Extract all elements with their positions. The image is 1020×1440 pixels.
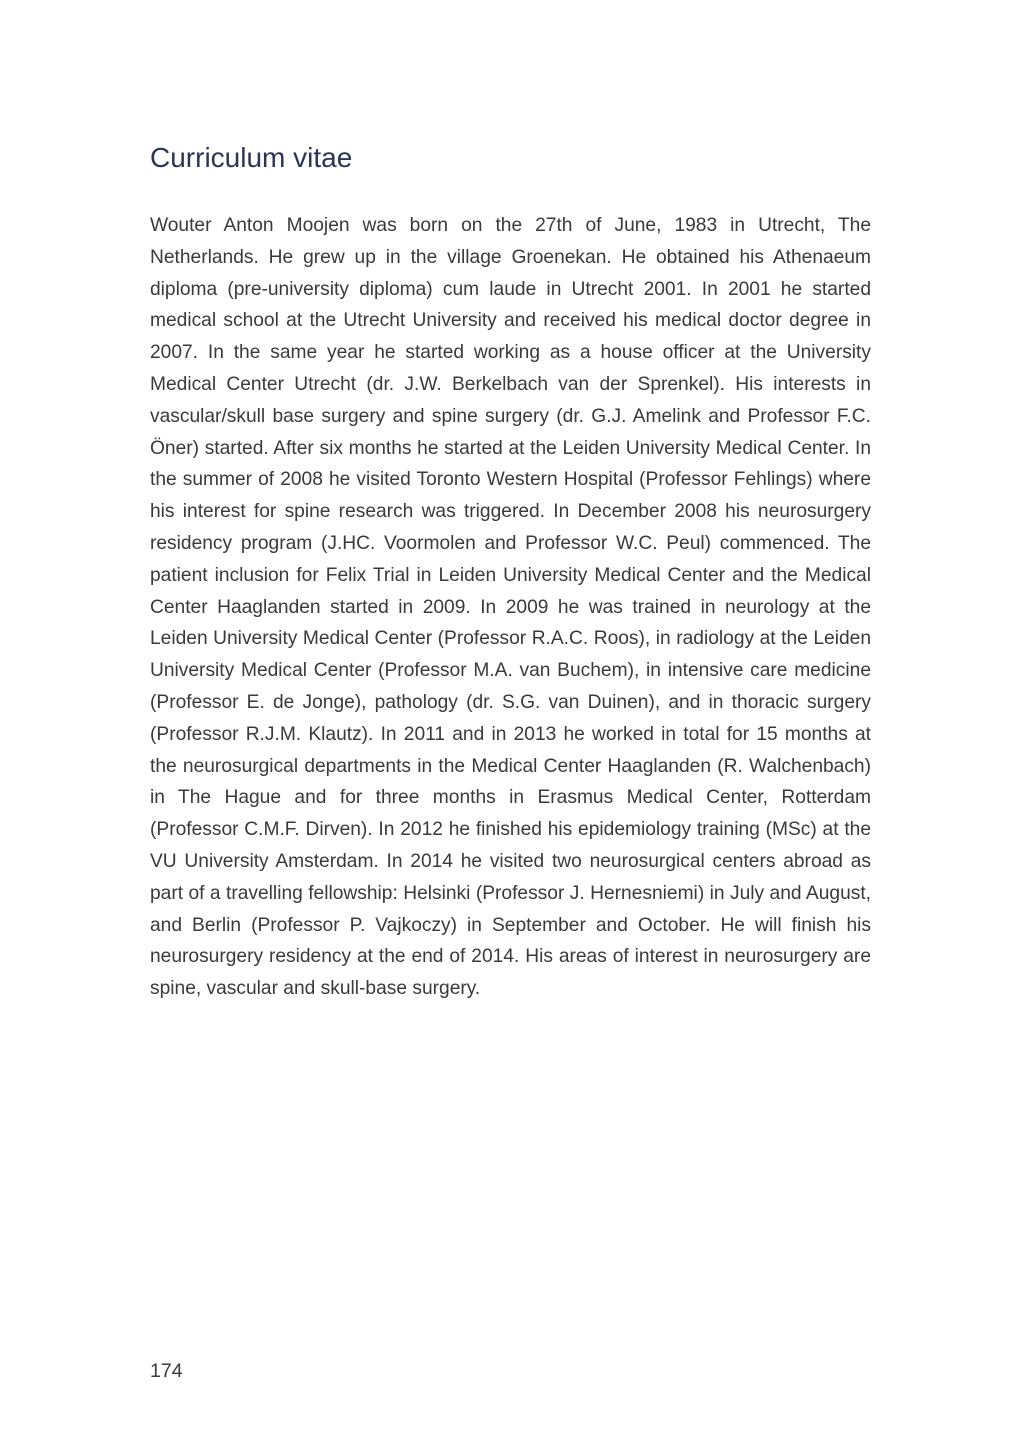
page-title: Curriculum vitae	[150, 142, 353, 173]
cv-paragraph: Wouter Anton Moojen was born on the 27th of June, 1983 in Utrecht, The Netherlands. He grew up in the village Groenekan. He obtained his Athenaeum diploma (pre-university diploma) cum laude in Utrecht 2001. In 2001 he started medical school at the Utrecht University and received his medical doctor degree in 2007. In the same year he started working as a house officer at the University Medical Center Utrecht (dr. J.W. Berkelbach van der Sprenkel). His interests in vascular/skull base surgery and spine surgery (dr. G.J. Amelink and Professor F.C. Öner) started. After six months he started at the Leiden University Medical Center. In the summer of 2008 he visited Toronto Western Hospital (Professor Fehlings) where his interest for spine research was triggered. In December 2008 his neurosurgery residency program (J.HC. Voormolen and Professor W.C. Peul) commenced. The patient inclusion for Felix Trial in Leiden University Medical Center and the Medical Center Haaglanden started in 2009. In 2009 he was trained in neurology at the Leiden University Medical Center (Professor R.A.C. Roos), in radiology at the Leiden University Medical Center (Professor M.A. van Buchem), in intensive care medicine (Professor E. de Jonge), pathology (dr. S.G. van Duinen), and in thoracic surgery (Professor R.J.M. Klautz). In 2011 and in 2013 he worked in total for 15 months at the neurosurgical departments in the Medical Center Haaglanden (R. Walchenbach) in The Hague and for three months in Erasmus Medical Center, Rotterdam (Professor C.M.F. Dirven). In 2012 he finished his epidemiology training (MSc) at the VU University Amsterdam. In 2014 he visited two neurosurgical centers abroad as part of a travelling fellowship: Helsinki (Professor J. Hernesniemi) in July and August, and Berlin (Professor P. Vajkoczy) in September and October. He will finish his neurosurgery residency at the end of 2014. His areas of interest in neurosurgery are spine, vascular and skull-base surgery.	[150, 215, 871, 1000]
page-number: 174	[150, 1360, 183, 1382]
